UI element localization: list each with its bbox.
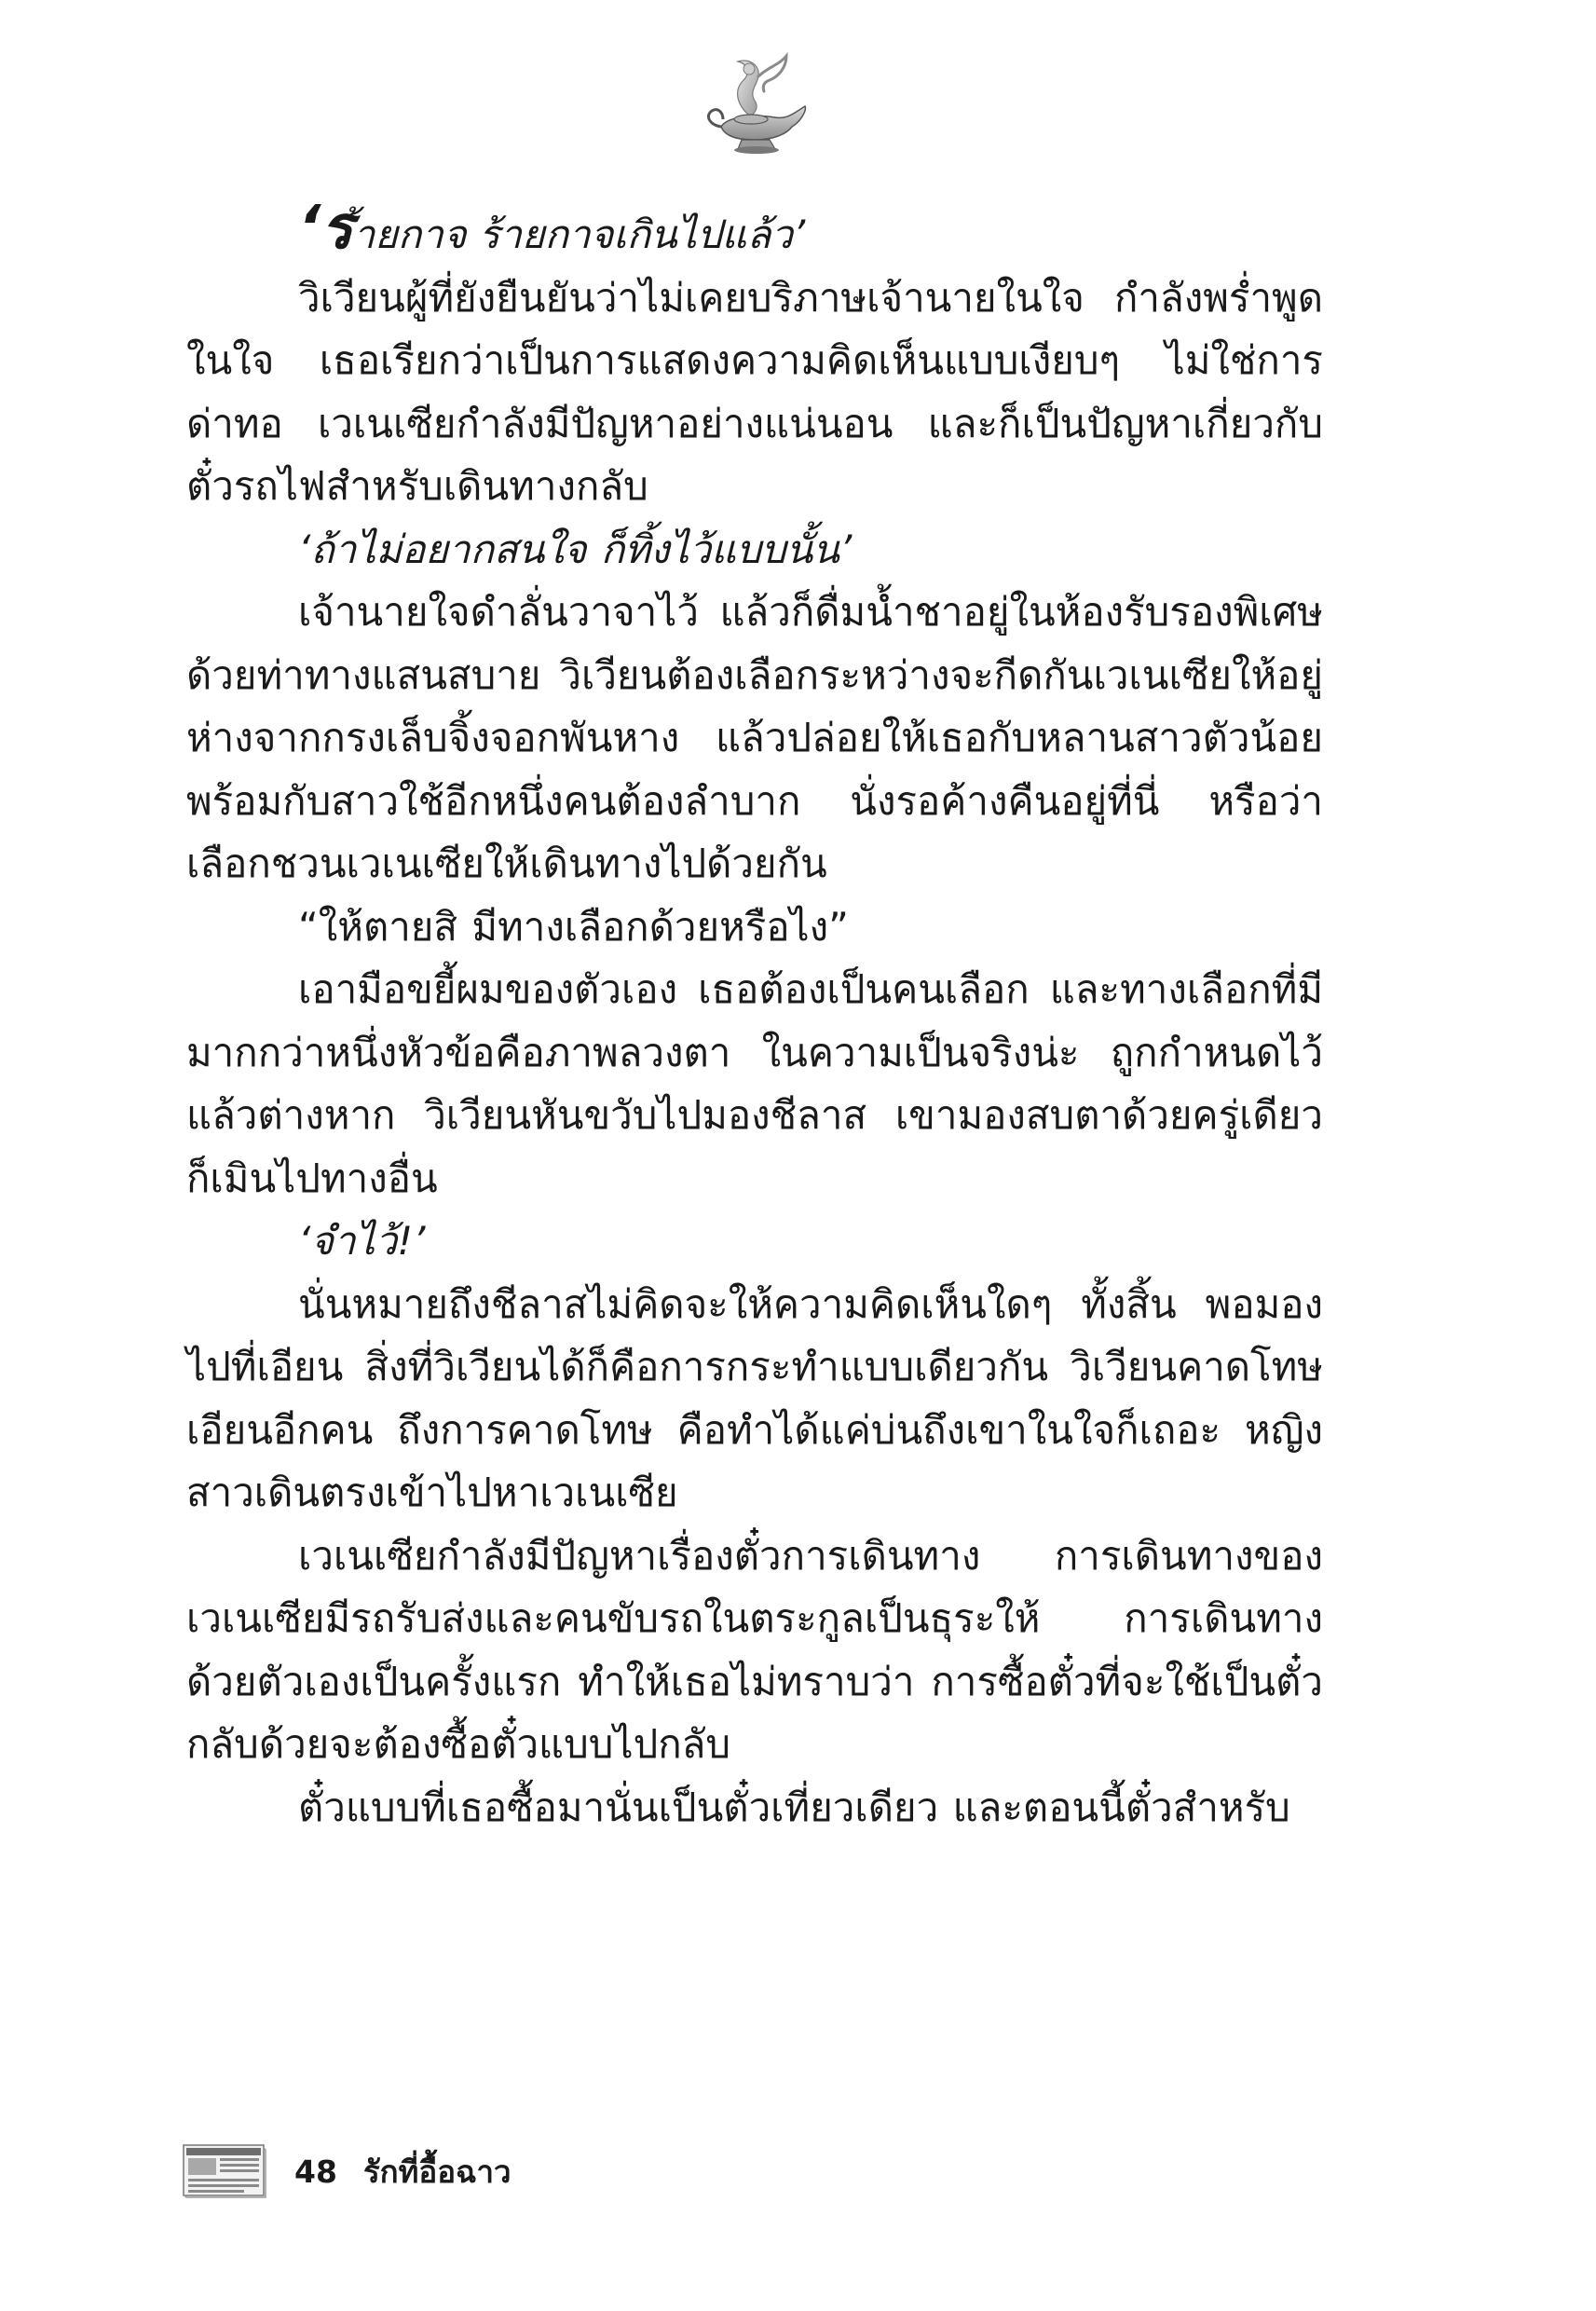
paragraph-thought: ‘จำไว้!’ [298, 1218, 426, 1264]
drop-cap: ‘ร [298, 194, 353, 263]
paragraph-thought: ‘ถ้าไม่อยากสนใจ ก็ทิ้งไว้แบบนั้น’ [298, 526, 853, 572]
page-number: 48 [294, 2153, 337, 2190]
paragraph: เจ้านายใจดำลั่นวาจาไว้ แล้วก็ดื่มน้ำชาอยู่ในห้องรับรองพิเศษด้วยท่าทางแสนสบาย วิเวียนต้องเลือกระหว่างจะกีดกันเวเนเซียให้อยู่ห่างจากกรงเล็บจิ้งจอกพันหาง แล้วปล่อยให้เธอกับหลานสาวตัวน้อยพร้อมกับสาวใช้อีกหนึ่งคนต้องลำบาก นั่งรอค้างคืนอยู่ที่นี่ หรือว่าเลือกชวนเวเนเซียให้เดินทางไปด้วยกัน [186, 589, 1323, 886]
chapter-opening [186, 194, 1323, 267]
newspaper-icon [183, 2144, 266, 2198]
paragraph: ตั๋วแบบที่เธอซื้อมานั่นเป็นตั๋วเที่ยวเดียว และตอนนี้ตั๋วสำหรับ [298, 1784, 1290, 1830]
page-body [186, 194, 1323, 1839]
paragraph: เอามือขยี้ผมของตัวเอง เธอต้องเป็นคนเลือก และทางเลือกที่มีมากกว่าหนึ่งหัวข้อคือภาพลวงตา ในความเป็นจริงน่ะ ถูกกำหนดไว้แล้วต่างหาก วิเวียนหันขวับไปมองชีลาส เขามองสบตาด้วยครู่เดียว ก็เมินไปทางอื่น [186, 966, 1323, 1201]
paragraph-dialogue: “ให้ตายสิ มีทางเลือกด้วยหรือไง” [298, 903, 849, 950]
opening-text: ้ายกาจ ร้ายกาจเกินไปแล้ว’ [352, 212, 806, 257]
page-footer [183, 2143, 512, 2199]
paragraph: เวเนเซียกำลังมีปัญหาเรื่องตั๋วการเดินทาง การเดินทางของเวเนเซียมีรถรับส่งและคนขับรถในตระกูลเป็นธุระให้ การเดินทางด้วยตัวเองเป็นครั้งแรก ทำให้เธอไม่ทราบว่า การซื้อตั๋วที่จะใช้เป็นตั๋วกลับด้วยจะต้องซื้อตั๋วแบบไปกลับ [186, 1532, 1323, 1767]
paragraph: วิเวียนผู้ที่ยังยืนยันว่าไม่เคยบริภาษเจ้านายในใจ กำลังพร่ำพูดในใจ เธอเรียกว่าเป็นการแสดงความคิดเห็นแบบเงียบๆ ไม่ใช่การด่าทอ เวเนเซียกำลังมีปัญหาอย่างแน่นอน และก็เป็นปัญหาเกี่ยวกับตั๋วรถไฟสำหรับเดินทางกลับ [186, 274, 1323, 509]
book-title: รักที่อื้อฉาว [362, 2153, 512, 2190]
genie-lamp-icon [689, 48, 829, 160]
paragraph: นั่นหมายถึงชีลาสไม่คิดจะให้ความคิดเห็นใดๆ ทั้งสิ้น พอมองไปที่เอียน สิ่งที่วิเวียนได้ก็คือการกระทำแบบเดียวกัน วิเวียนคาดโทษเอียนอีกคน ถึงการคาดโทษ คือทำได้แค่บ่นถึงเขาในใจก็เถอะ หญิงสาวเดินตรงเข้าไปหาเวเนเซีย [186, 1280, 1323, 1515]
